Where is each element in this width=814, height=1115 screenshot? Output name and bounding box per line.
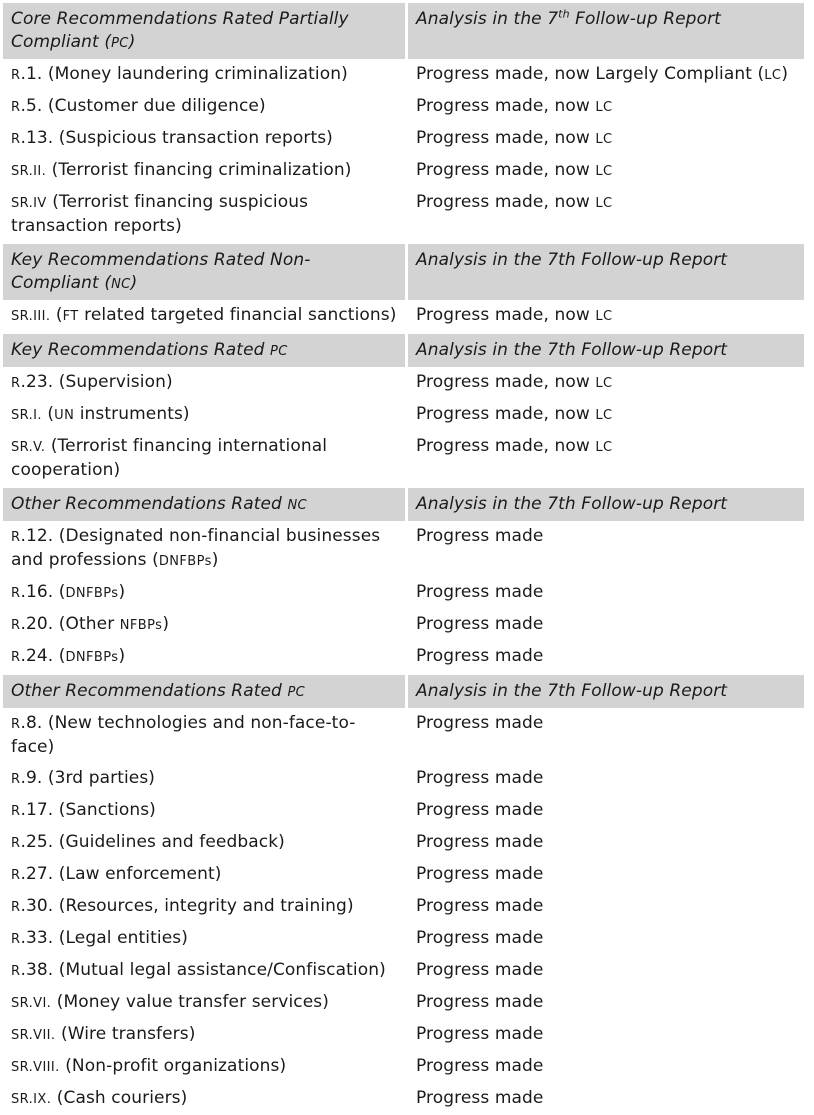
recommendation-description: (Terrorist financing international cooperation) <box>11 436 328 480</box>
recommendation-cell <box>3 708 405 763</box>
ordinal-suffix: th <box>558 7 570 21</box>
recommendation-code: SR.VIII. <box>11 1060 60 1075</box>
recommendation-cell <box>3 987 405 1019</box>
table-row <box>3 763 804 795</box>
recommendation-description: .12. (Designated non-financial businesses and professions (DNFBPs) <box>11 526 381 570</box>
progress-status: Progress made <box>416 1024 544 1044</box>
section-header-analysis: Analysis in the 7th Follow-up Report <box>408 3 804 59</box>
recommendation-cell <box>3 399 405 431</box>
progress-status: Progress made, now Largely Compliant (LC) <box>416 64 789 84</box>
recommendation-code: R <box>11 530 21 545</box>
table-row <box>3 923 804 955</box>
recommendation-code: R <box>11 932 21 947</box>
recommendation-description: (Money value transfer services) <box>51 992 329 1012</box>
recommendation-code: R <box>11 618 21 633</box>
progress-status: Progress made <box>416 864 544 884</box>
table-row <box>3 367 804 399</box>
progress-status: Progress made <box>416 832 544 852</box>
table-row <box>3 891 804 923</box>
progress-status: Progress made, now LC <box>416 305 613 325</box>
progress-status: Progress made, now LC <box>416 404 613 424</box>
recommendation-description: .16. (DNFBPs) <box>20 582 126 602</box>
recommendation-code: SR.IV <box>11 196 47 211</box>
section-header-analysis: Analysis in the 7th Follow-up Report <box>408 334 804 367</box>
table-row <box>3 708 804 763</box>
abbreviation: LC <box>764 68 782 83</box>
table-row <box>3 123 804 155</box>
progress-status: Progress made <box>416 713 544 733</box>
recommendation-code: SR.VII. <box>11 1028 56 1043</box>
recommendation-cell <box>3 609 405 641</box>
progress-status: Progress made <box>416 800 544 820</box>
table-row <box>3 1083 804 1115</box>
abbreviation: PC <box>287 685 306 700</box>
abbreviation: UN <box>54 408 75 423</box>
recommendation-description: .27. (Law enforcement) <box>20 864 222 884</box>
table-row <box>3 827 804 859</box>
recommendation-code: R <box>11 804 21 819</box>
recommendation-description: (Terrorist financing criminalization) <box>46 160 352 180</box>
recommendation-code: R <box>11 772 21 787</box>
table-row <box>3 187 804 242</box>
table-row <box>3 521 804 577</box>
recommendation-cell <box>3 577 405 609</box>
recommendation-description: .13. (Suspicious transaction reports) <box>20 128 333 148</box>
recommendation-description: .24. (DNFBPs) <box>20 646 126 666</box>
recommendation-cell <box>3 155 405 187</box>
progress-status: Progress made, now LC <box>416 160 613 180</box>
progress-status: Progress made <box>416 928 544 948</box>
recommendation-code: SR.VI. <box>11 996 52 1011</box>
table-row <box>3 987 804 1019</box>
table-row <box>3 155 804 187</box>
recommendation-description: .5. (Customer due diligence) <box>20 96 266 116</box>
recommendations-table <box>0 3 807 1115</box>
table-row <box>3 1051 804 1083</box>
recommendation-description: (FT related targeted financial sanctions) <box>50 305 397 325</box>
recommendation-code: R <box>11 132 21 147</box>
recommendation-code: R <box>11 717 21 732</box>
abbreviation: FT <box>62 309 79 324</box>
table-row <box>3 577 804 609</box>
progress-status: Progress made <box>416 768 544 788</box>
recommendation-cell <box>3 827 405 859</box>
progress-status: Progress made, now LC <box>416 372 613 392</box>
section-header-title: Core Recommendations Rated Partially Compliant (PC) <box>3 3 405 59</box>
progress-status: Progress made <box>416 582 544 602</box>
recommendation-cell <box>3 59 405 91</box>
abbreviation: LC <box>595 196 613 211</box>
recommendation-description: (Non-profit organizations) <box>59 1056 287 1076</box>
abbreviation: LC <box>595 440 613 455</box>
recommendation-cell <box>3 123 405 155</box>
section-header-analysis: Analysis in the 7th Follow-up Report <box>408 244 804 300</box>
abbreviation: NC <box>287 498 308 513</box>
progress-status: Progress made <box>416 1056 544 1076</box>
recommendation-code: R <box>11 376 21 391</box>
recommendation-description: .25. (Guidelines and feedback) <box>20 832 285 852</box>
recommendation-description: .23. (Supervision) <box>20 372 173 392</box>
recommendation-code: SR.III. <box>11 309 51 324</box>
progress-status: Progress made <box>416 526 544 546</box>
abbreviation: PC <box>270 344 288 359</box>
table-body <box>3 3 804 1115</box>
table-row <box>3 955 804 987</box>
recommendation-code: R <box>11 836 21 851</box>
recommendation-cell <box>3 431 405 486</box>
abbreviation: PC <box>111 36 129 51</box>
recommendation-description: .33. (Legal entities) <box>20 928 188 948</box>
progress-status: Progress made, now LC <box>416 96 613 116</box>
abbreviation: LC <box>595 309 613 324</box>
table-row <box>3 431 804 486</box>
abbreviation: LC <box>595 408 613 423</box>
table-row <box>3 91 804 123</box>
abbreviation: LC <box>595 164 613 179</box>
section-header-row <box>3 488 804 521</box>
abbreviation: NFBPs <box>119 618 163 633</box>
recommendation-description: (UN instruments) <box>41 404 190 424</box>
recommendation-cell <box>3 300 405 332</box>
progress-status: Progress made, now LC <box>416 128 613 148</box>
table-row <box>3 859 804 891</box>
recommendation-code: SR.V. <box>11 440 46 455</box>
recommendation-code: R <box>11 868 21 883</box>
recommendation-cell <box>3 521 405 577</box>
section-header-title: Key Recommendations Rated Non-Compliant (NC) <box>3 244 405 300</box>
recommendation-cell <box>3 1051 405 1083</box>
recommendation-code: R <box>11 68 21 83</box>
recommendation-cell <box>3 795 405 827</box>
recommendation-description: .30. (Resources, integrity and training) <box>20 896 354 916</box>
recommendation-description: .1. (Money laundering criminalization) <box>20 64 348 84</box>
abbreviation: DNFBPs <box>158 554 212 569</box>
recommendation-code: SR.I. <box>11 408 42 423</box>
recommendation-description: .38. (Mutual legal assistance/Confiscation) <box>20 960 386 980</box>
recommendation-description: (Terrorist financing suspicious transaction reports) <box>11 192 309 236</box>
recommendation-code: SR.II. <box>11 164 47 179</box>
recommendation-description: .20. (Other NFBPs) <box>20 614 170 634</box>
recommendation-cell <box>3 91 405 123</box>
section-header-title: Key Recommendations Rated PC <box>3 334 405 367</box>
table-row <box>3 300 804 332</box>
recommendation-cell <box>3 367 405 399</box>
progress-status: Progress made <box>416 992 544 1012</box>
progress-status: Progress made <box>416 614 544 634</box>
recommendation-description: (Cash couriers) <box>51 1088 188 1108</box>
section-header-analysis: Analysis in the 7th Follow-up Report <box>408 488 804 521</box>
table-row <box>3 609 804 641</box>
table-row <box>3 1019 804 1051</box>
table-row <box>3 399 804 431</box>
progress-status: Progress made <box>416 896 544 916</box>
abbreviation: DNFBPs <box>65 586 119 601</box>
section-header-row <box>3 675 804 708</box>
progress-status: Progress made <box>416 960 544 980</box>
section-header-row <box>3 334 804 367</box>
table-row <box>3 59 804 91</box>
recommendation-cell <box>3 641 405 673</box>
section-header-title: Other Recommendations Rated NC <box>3 488 405 521</box>
abbreviation: LC <box>595 376 613 391</box>
recommendation-cell <box>3 891 405 923</box>
abbreviation: DNFBPs <box>65 650 119 665</box>
recommendation-code: R <box>11 900 21 915</box>
recommendation-cell <box>3 187 405 242</box>
recommendation-description: .9. (3rd parties) <box>20 768 156 788</box>
progress-status: Progress made <box>416 646 544 666</box>
recommendation-description: (Wire transfers) <box>55 1024 196 1044</box>
section-header-analysis: Analysis in the 7th Follow-up Report <box>408 675 804 708</box>
section-header-title: Other Recommendations Rated PC <box>3 675 405 708</box>
progress-status: Progress made, now LC <box>416 436 613 456</box>
recommendation-code: R <box>11 100 21 115</box>
abbreviation: LC <box>595 132 613 147</box>
abbreviation: NC <box>111 277 131 292</box>
recommendation-code: R <box>11 650 21 665</box>
progress-status: Progress made, now LC <box>416 192 613 212</box>
recommendation-code: R <box>11 586 21 601</box>
recommendation-cell <box>3 1019 405 1051</box>
recommendation-cell <box>3 923 405 955</box>
recommendation-code: SR.IX. <box>11 1092 52 1107</box>
recommendation-cell <box>3 1083 405 1115</box>
progress-status: Progress made <box>416 1088 544 1108</box>
abbreviation: LC <box>595 100 613 115</box>
table-row <box>3 795 804 827</box>
recommendation-description: .17. (Sanctions) <box>20 800 156 820</box>
recommendation-description: .8. (New technologies and non-face-to-face) <box>11 713 356 757</box>
recommendation-cell <box>3 955 405 987</box>
recommendation-code: R <box>11 964 21 979</box>
section-header-row <box>3 244 804 300</box>
table-row <box>3 641 804 673</box>
recommendation-cell <box>3 763 405 795</box>
recommendation-cell <box>3 859 405 891</box>
section-header-row <box>3 3 804 59</box>
